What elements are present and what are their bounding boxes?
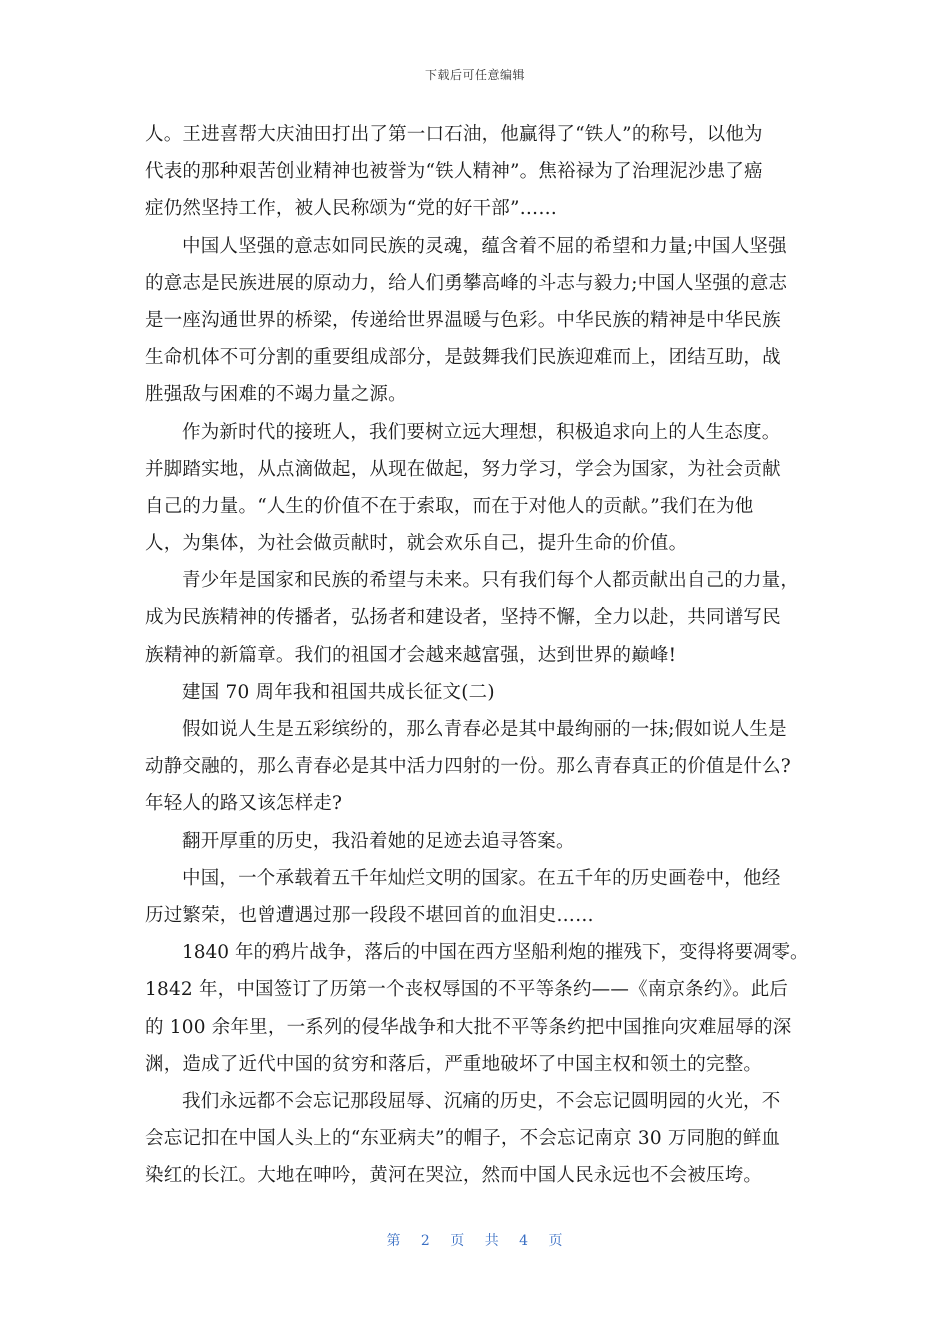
text-line: 人，为集体，为社会做贡献时，就会欢乐自己，提升生命的价值。 — [145, 533, 688, 555]
text-line: 的意志是民族进展的原动力，给人们勇攀高峰的斗志与毅力;中国人坚强的意志 — [145, 272, 788, 294]
text-line: 翻开厚重的历史，我沿着她的足迹去追寻答案。 — [182, 830, 575, 852]
text-line: 我们永远都不会忘记那段屈辱、沉痛的历史，不会忘记圆明园的火光，不 — [182, 1090, 781, 1112]
text-line: 1842 年，中国签订了历第一个丧权辱国的不平等条约——《南京条约》。此后 — [145, 979, 789, 1001]
text-line: 并脚踏实地，从点滴做起，从现在做起，努力学习，学会为国家，为社会贡献 — [145, 458, 781, 480]
text-line: 建国 70 周年我和祖国共成长征文(二) — [182, 681, 495, 703]
text-line: 青少年是国家和民族的希望与未来。只有我们每个人都贡献出自己的力量， — [182, 570, 800, 592]
text-line: 族精神的新篇章。我们的祖国才会越来越富强，达到世界的巅峰! — [145, 644, 677, 666]
text-line: 代表的那种艰苦创业精神也被誉为“铁人精神”。焦裕禄为了治理泥沙患了癌 — [145, 161, 763, 183]
text-line: 人。王进喜帮大庆油田打出了第一口石油，他赢得了“铁人”的称号，以他为 — [145, 124, 763, 145]
text-line: 是一座沟通世界的桥梁，传递给世界温暖与色彩。中华民族的精神是中华民族 — [145, 309, 781, 331]
text-line: 胜强敌与困难的不竭力量之源。 — [145, 384, 407, 406]
page-header: 下载后可任意编辑 — [424, 68, 525, 82]
text-line: 动静交融的，那么青春必是其中活力四射的一份。那么青春真正的价值是什么? — [145, 756, 791, 778]
text-line: 渊，造成了近代中国的贫穷和落后，严重地破坏了中国主权和领土的完整。 — [145, 1053, 763, 1075]
text-line: 假如说人生是五彩缤纷的，那么青春必是其中最绚丽的一抹;假如说人生是 — [182, 719, 787, 740]
document-body — [145, 116, 810, 1194]
text-line: 会忘记扣在中国人头上的“东亚病夫”的帽子，不会忘记南京 30 万同胞的鲜血 — [145, 1128, 781, 1150]
text-line: 染红的长江。大地在呻吟，黄河在哭泣，然而中国人民永远也不会被压垮。 — [145, 1165, 763, 1187]
text-line: 的 100 余年里，一系列的侵华战争和大批不平等条约把中国推向灾难屈辱的深 — [145, 1016, 792, 1038]
text-line: 生命机体不可分割的重要组成部分，是鼓舞我们民族迎难而上，团结互助，战 — [145, 347, 781, 369]
page-footer: 第 2 页 共 4 页 — [386, 1233, 564, 1249]
text-line: 作为新时代的接班人，我们要树立远大理想，积极追求向上的人生态度。 — [182, 421, 781, 443]
text-line: 年轻人的路又该怎样走? — [145, 793, 343, 815]
text-line: 自己的力量。“人生的价值不在于索取，而在于对他人的贡献。”我们在为他 — [145, 495, 754, 517]
text-line: 中国，一个承载着五千年灿烂文明的国家。在五千年的历史画卷中，他经 — [182, 867, 781, 889]
text-line: 成为民族精神的传播者，弘扬者和建设者，坚持不懈，全力以赴，共同谱写民 — [145, 607, 781, 629]
text-line: 历过繁荣，也曾遭遇过那一段段不堪回首的血泪史…… — [145, 904, 594, 926]
text-line: 中国人坚强的意志如同民族的灵魂，蕴含着不屈的希望和力量;中国人坚强 — [182, 235, 787, 257]
text-line: 1840 年的鸦片战争，落后的中国在西方坚船利炮的摧残下，变得将要凋零。 — [182, 942, 809, 964]
text-line: 症仍然坚持工作，被人民称颂为“党的好干部”…… — [145, 198, 558, 220]
